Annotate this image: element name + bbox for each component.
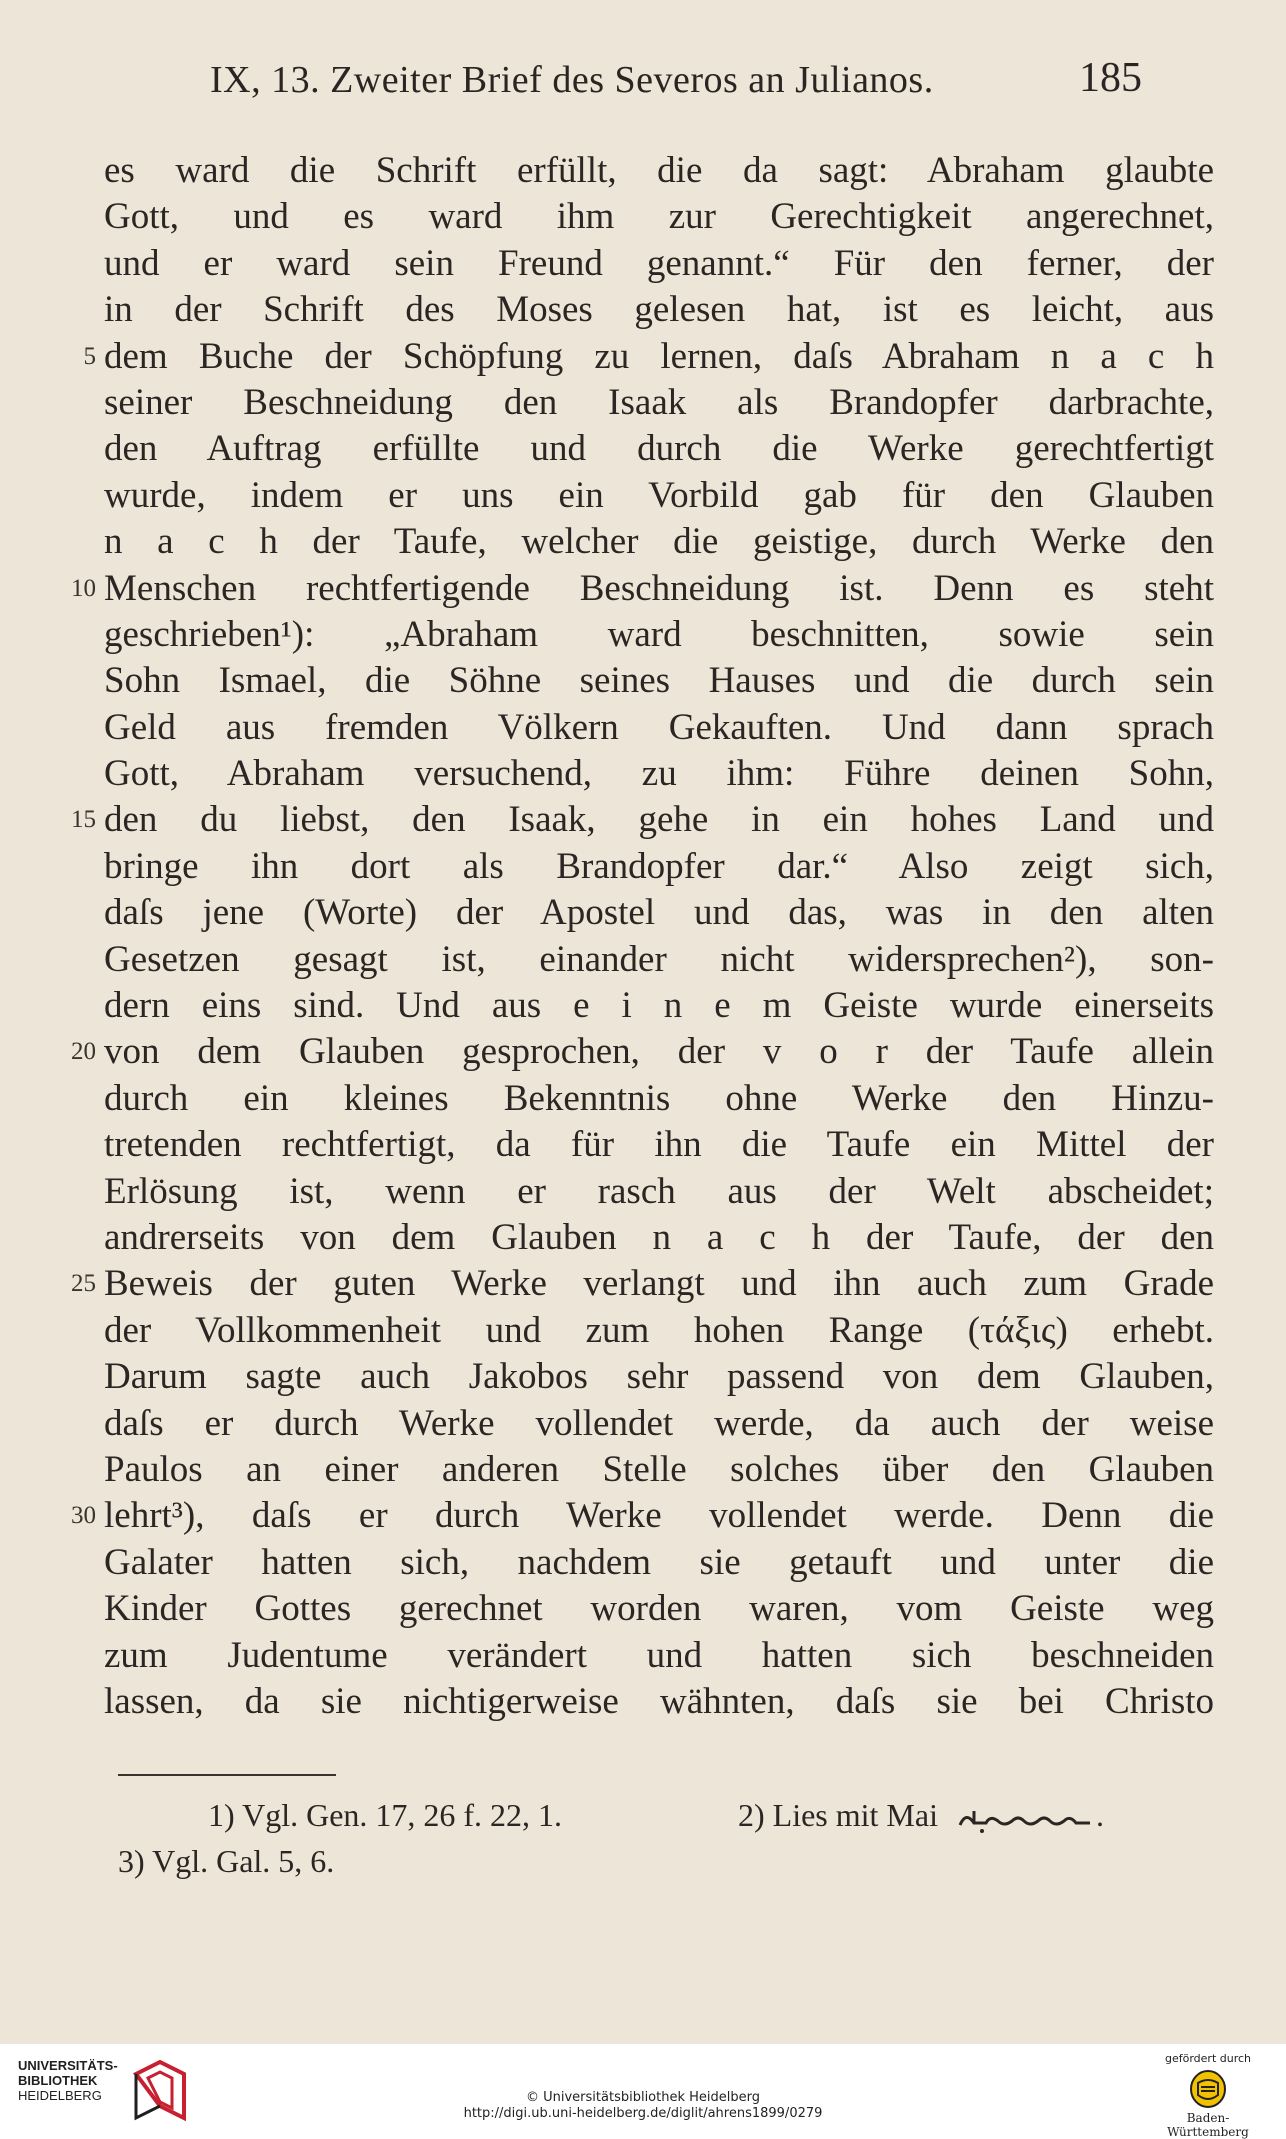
text-line xyxy=(60,287,1214,333)
line-number: 5 xyxy=(83,342,96,370)
text-line xyxy=(60,473,1214,519)
footnote-3: 3) Vgl. Gal. 5, 6. xyxy=(118,1843,335,1879)
text-line xyxy=(60,1540,1214,1586)
line-number: 30 xyxy=(71,1502,96,1530)
line-text: von dem Glauben gesprochen, der v o r der Taufe allein xyxy=(104,1031,1214,1073)
line-text: der Vollkommenheit und zum hohen Range (τάξις) erhebt. xyxy=(104,1309,1214,1351)
line-text: Beweis der guten Werke verlangt und ihn auch zum Grade xyxy=(104,1263,1214,1305)
syriac-word-glyph xyxy=(956,1801,1096,1837)
text-line xyxy=(60,241,1214,287)
sponsor-block[interactable] xyxy=(1148,2052,1268,2139)
line-text: andrerseits von dem Glauben n a c h der Taufe, der den xyxy=(104,1216,1214,1258)
text-line xyxy=(60,1076,1214,1122)
footnote-row xyxy=(118,1838,1178,1884)
line-text: in der Schrift des Moses gelesen hat, ist es leicht, aus xyxy=(104,289,1214,331)
line-text: Sohn Ismael, die Söhne seines Hauses und die durch sein xyxy=(104,660,1214,702)
line-text: und er ward sein Freund genannt.“ Für den ferner, der xyxy=(104,242,1214,284)
footnote-2 xyxy=(738,1792,1104,1838)
line-text: Gott, und es ward ihm zur Gerechtigkeit angerechnet, xyxy=(104,196,1214,238)
text-line xyxy=(60,1308,1214,1354)
text-line xyxy=(60,937,1214,983)
copyright-notice xyxy=(0,2090,1286,2122)
line-text: bringe ihn dort als Brandopfer dar.“ Also zeigt sich, xyxy=(104,845,1214,887)
library-name-line: UNIVERSITÄTS- xyxy=(18,2058,118,2073)
text-line xyxy=(60,566,1214,612)
page-number: 185 xyxy=(1079,55,1142,101)
line-text: durch ein kleines Bekenntnis ohne Werke den Hinzu- xyxy=(104,1077,1214,1119)
text-line xyxy=(60,1354,1214,1400)
text-line xyxy=(60,148,1214,194)
text-line xyxy=(60,1633,1214,1679)
line-text: seiner Beschneidung den Isaak als Brandopfer darbrachte, xyxy=(104,381,1214,423)
text-line xyxy=(60,751,1214,797)
running-title: IX, 13. Zweiter Brief des Severos an Julianos. xyxy=(210,59,934,101)
line-text: geschrieben¹): „Abraham ward beschnitten, sowie sein xyxy=(104,613,1214,655)
body-text xyxy=(60,148,1214,1725)
line-text: n a c h der Taufe, welcher die geistige, durch Werke den xyxy=(104,521,1214,563)
line-number: 15 xyxy=(71,806,96,834)
text-line xyxy=(60,890,1214,936)
line-text: tretenden rechtfertigt, da für ihn die Taufe ein Mittel der xyxy=(104,1124,1214,1166)
viewer-footer xyxy=(0,2044,1286,2139)
line-text: wurde, indem er uns ein Vorbild gab für den Glauben xyxy=(104,474,1214,516)
footnote-2-text: 2) Lies mit Mai xyxy=(738,1797,938,1833)
line-text: es ward die Schrift erfüllt, die da sagt: Abraham glaubte xyxy=(104,150,1214,191)
sponsor-label: gefördert durch xyxy=(1164,2052,1252,2065)
line-text: Kinder Gottes gerechnet worden waren, vom Geiste weg xyxy=(104,1588,1214,1630)
text-line xyxy=(60,1029,1214,1075)
text-line xyxy=(60,1447,1214,1493)
text-line xyxy=(60,983,1214,1029)
footnotes xyxy=(118,1792,1178,1884)
footnote-rule xyxy=(118,1774,336,1776)
line-text: Paulos an einer anderen Stelle solches über den Glauben xyxy=(104,1448,1214,1490)
line-text: Gott, Abraham versuchend, zu ihm: Führe deinen Sohn, xyxy=(104,753,1214,795)
copyright-text: © Universitätsbibliothek Heidelberg xyxy=(525,2090,760,2105)
line-text: dern eins sind. Und aus e i n e m Geiste wurde einerseits xyxy=(104,985,1214,1027)
text-line xyxy=(60,797,1214,843)
line-number: 20 xyxy=(71,1038,96,1066)
state-crest-icon xyxy=(1188,2069,1228,2109)
permalink-url[interactable]: http://digi.ub.uni-heidelberg.de/diglit/ahrens1899/0279 xyxy=(463,2106,823,2121)
line-number: 10 xyxy=(71,574,96,602)
line-text: daſs er durch Werke vollendet werde, da auch der weise xyxy=(104,1402,1214,1444)
text-line xyxy=(60,1493,1214,1539)
text-line xyxy=(60,1122,1214,1168)
text-line xyxy=(60,705,1214,751)
library-name-line: BIBLIOTHEK xyxy=(18,2073,98,2088)
running-head xyxy=(190,55,1150,108)
text-line xyxy=(60,1586,1214,1632)
line-text: lassen, da sie nichtigerweise wähnten, daſs sie bei Christo xyxy=(104,1680,1214,1722)
footnote-1: 1) Vgl. Gen. 17, 26 f. 22, 1. xyxy=(208,1797,563,1833)
line-text: Darum sagte auch Jakobos sehr passend von dem Glauben, xyxy=(104,1356,1214,1398)
line-text: den Auftrag erfüllte und durch die Werke gerechtfertigt xyxy=(104,428,1214,470)
text-line xyxy=(60,1169,1214,1215)
text-line xyxy=(60,519,1214,565)
text-line xyxy=(60,612,1214,658)
line-text: Gesetzen gesagt ist, einander nicht widersprechen²), son- xyxy=(104,938,1214,980)
footnote-row xyxy=(118,1792,1178,1838)
line-text: Menschen rechtfertigende Beschneidung ist. Denn es steht xyxy=(104,567,1214,609)
line-text: Galater hatten sich, nachdem sie getauft und unter die xyxy=(104,1541,1214,1583)
text-line xyxy=(60,1679,1214,1725)
text-line xyxy=(60,1401,1214,1447)
line-text: Erlösung ist, wenn er rasch aus der Welt abscheidet; xyxy=(104,1170,1214,1212)
text-line xyxy=(60,194,1214,240)
text-line xyxy=(60,380,1214,426)
line-text: daſs jene (Worte) der Apostel und das, was in den alten xyxy=(104,892,1214,934)
line-text: lehrt³), daſs er durch Werke vollendet werde. Denn die xyxy=(104,1495,1214,1537)
line-text: zum Judentume verändert und hatten sich beschneiden xyxy=(104,1634,1214,1676)
text-line xyxy=(60,1261,1214,1307)
line-text: Geld aus fremden Völkern Gekauften. Und dann sprach xyxy=(104,706,1214,748)
library-name-line: HEIDELBERG xyxy=(18,2088,102,2103)
text-line xyxy=(60,844,1214,890)
text-line xyxy=(60,334,1214,380)
line-text: dem Buche der Schöpfung zu lernen, daſs Abraham n a c h xyxy=(104,335,1214,377)
line-number: 25 xyxy=(71,1270,96,1298)
sponsor-name: Baden-Württemberg xyxy=(1167,2111,1249,2139)
text-line xyxy=(60,1215,1214,1261)
line-text: den du liebst, den Isaak, gehe in ein hohes Land und xyxy=(104,799,1214,841)
text-line xyxy=(60,426,1214,472)
footnote-2-end: . xyxy=(1095,1797,1104,1833)
text-line xyxy=(60,658,1214,704)
